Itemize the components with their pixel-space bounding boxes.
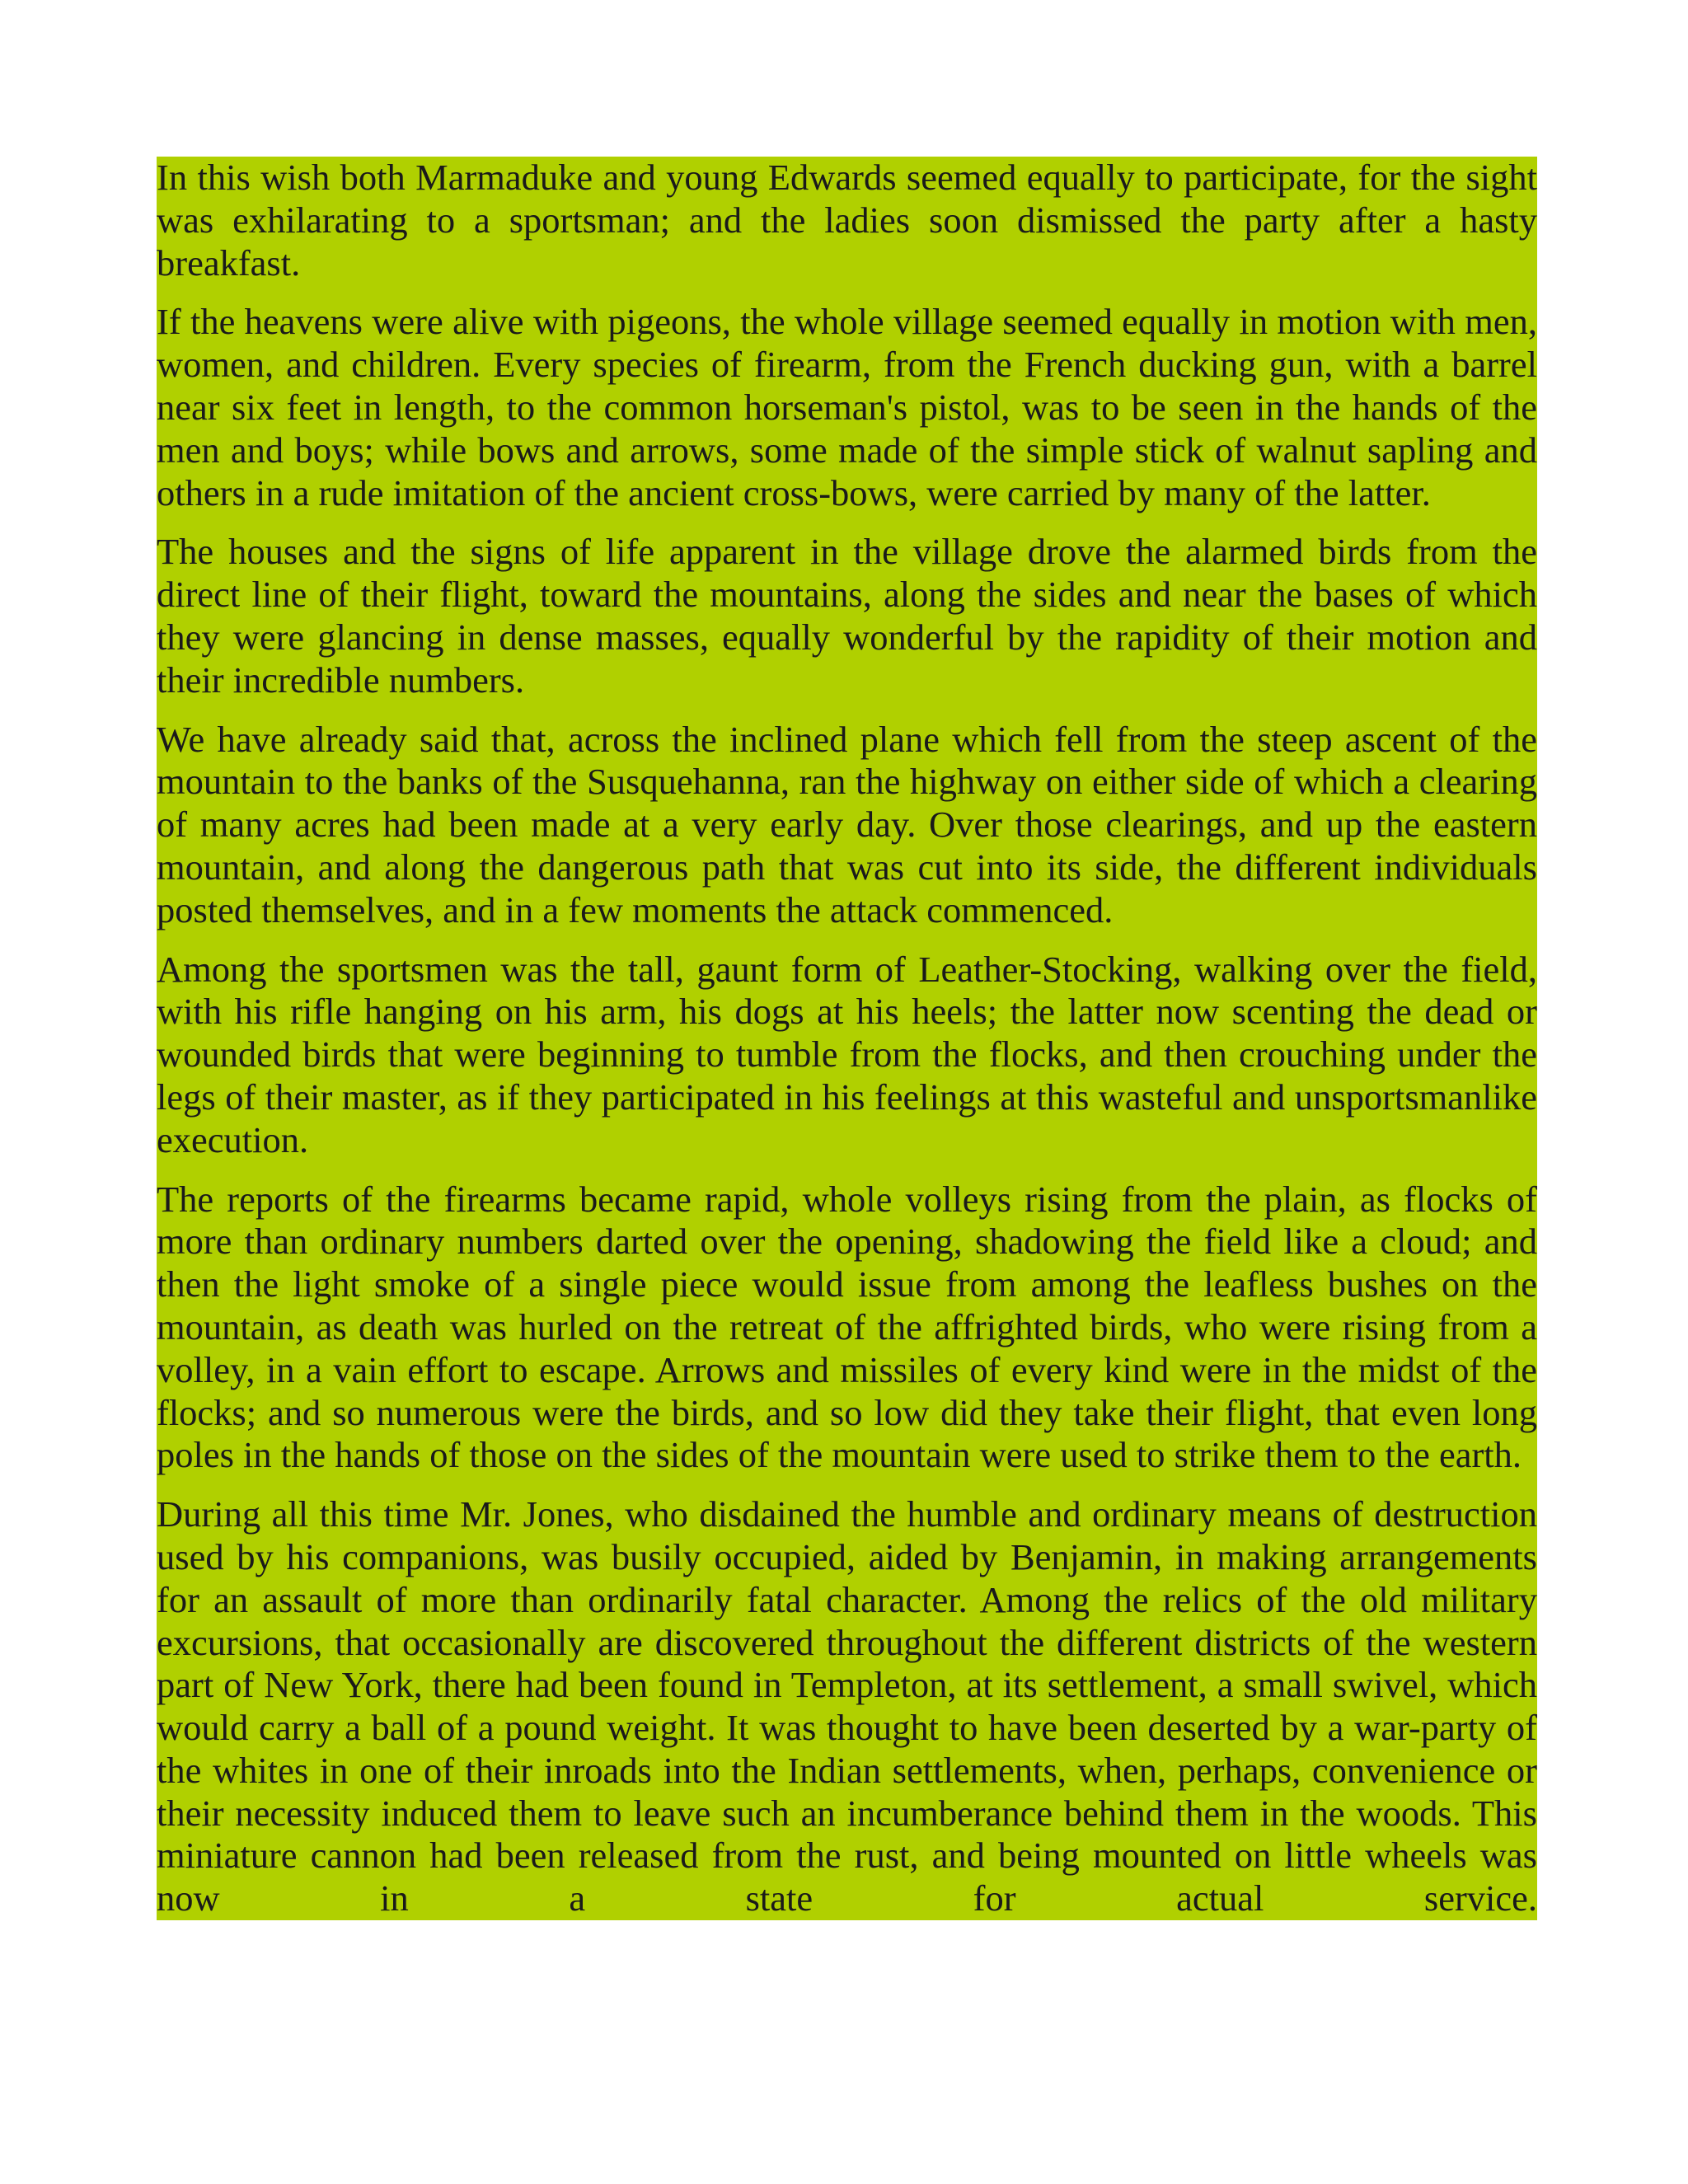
paragraph-6: The reports of the firearms became rapid, whole volleys rising from the plain, as flocks of more than ordinary numbers darted over the opening, shadowing the field like a cloud; and then the light smoke of a single piece would issue from among the leafless bushes on the mountain, as death was hurled on the retreat of the affrighted birds, who were rising from a volley, in a vain effort to escape. Arrows and missiles of every kind were in the midst of the flocks; and so numerous were the birds, and so low did they take their flight, that even long poles in the hands of those on the sides of the mountain were used to strike them to the earth. [157, 1178, 1537, 1476]
paragraph-1: In this wish both Marmaduke and young Edwards seemed equally to participate, for the sight was exhilarating to a sportsman; and the ladies soon dismissed the party after a hasty breakfast. [157, 157, 1537, 284]
paragraph-4: We have already said that, across the inclined plane which fell from the steep ascent of the mountain to the banks of the Susquehanna, ran the highway on either side of which a clearing of many acres had been made at a very early day. Over those clearings, and up the eastern mountain, and along the dangerous path that was cut into its side, the different individuals posted themselves, and in a few moments the attack commenced. [157, 718, 1537, 930]
paragraph-5: Among the sportsmen was the tall, gaunt form of Leather-Stocking, walking over the field, with his rifle hanging on his arm, his dogs at his heels; the latter now scenting the dead or wounded birds that were beginning to tumble from the flocks, and then crouching under the legs of their master, as if they participated in his feelings at this wasteful and unsportsmanlike execution. [157, 948, 1537, 1160]
paragraph-7: During all this time Mr. Jones, who disdained the humble and ordinary means of destruction used by his companions, was busily occupied, aided by Benjamin, in making arrangements for an assault of more than ordinarily fatal character. Among the relics of the old military excursions, that occasionally are discovered throughout the different districts of the western part of New York, there had been found in Templeton, at its settlement, a small swivel, which would carry a ball of a pound weight. It was thought to have been deserted by a war-party of the whites in one of their inroads into the Indian settlements, when, perhaps, convenience or their necessity induced them to leave such an incumberance behind them in the woods. This miniature cannon had been released from the rust, and being mounted on little wheels was now in a state for actual service. [157, 1493, 1537, 1919]
paragraph-3: The houses and the signs of life apparent in the village drove the alarmed birds from the direct line of their flight, toward the mountains, along the sides and near the bases of which they were glancing in dense masses, equally wonderful by the rapidity of their motion and their incredible numbers. [157, 531, 1537, 701]
text-block [157, 157, 1537, 1920]
paragraph-2: If the heavens were alive with pigeons, the whole village seemed equally in motion with men, women, and children. Every species of firearm, from the French ducking gun, with a barrel near six feet in length, to the common horseman's pistol, was to be seen in the hands of the men and boys; while bows and arrows, some made of the simple stick of walnut sapling and others in a rude imitation of the ancient cross-bows, were carried by many of the latter. [157, 301, 1537, 513]
